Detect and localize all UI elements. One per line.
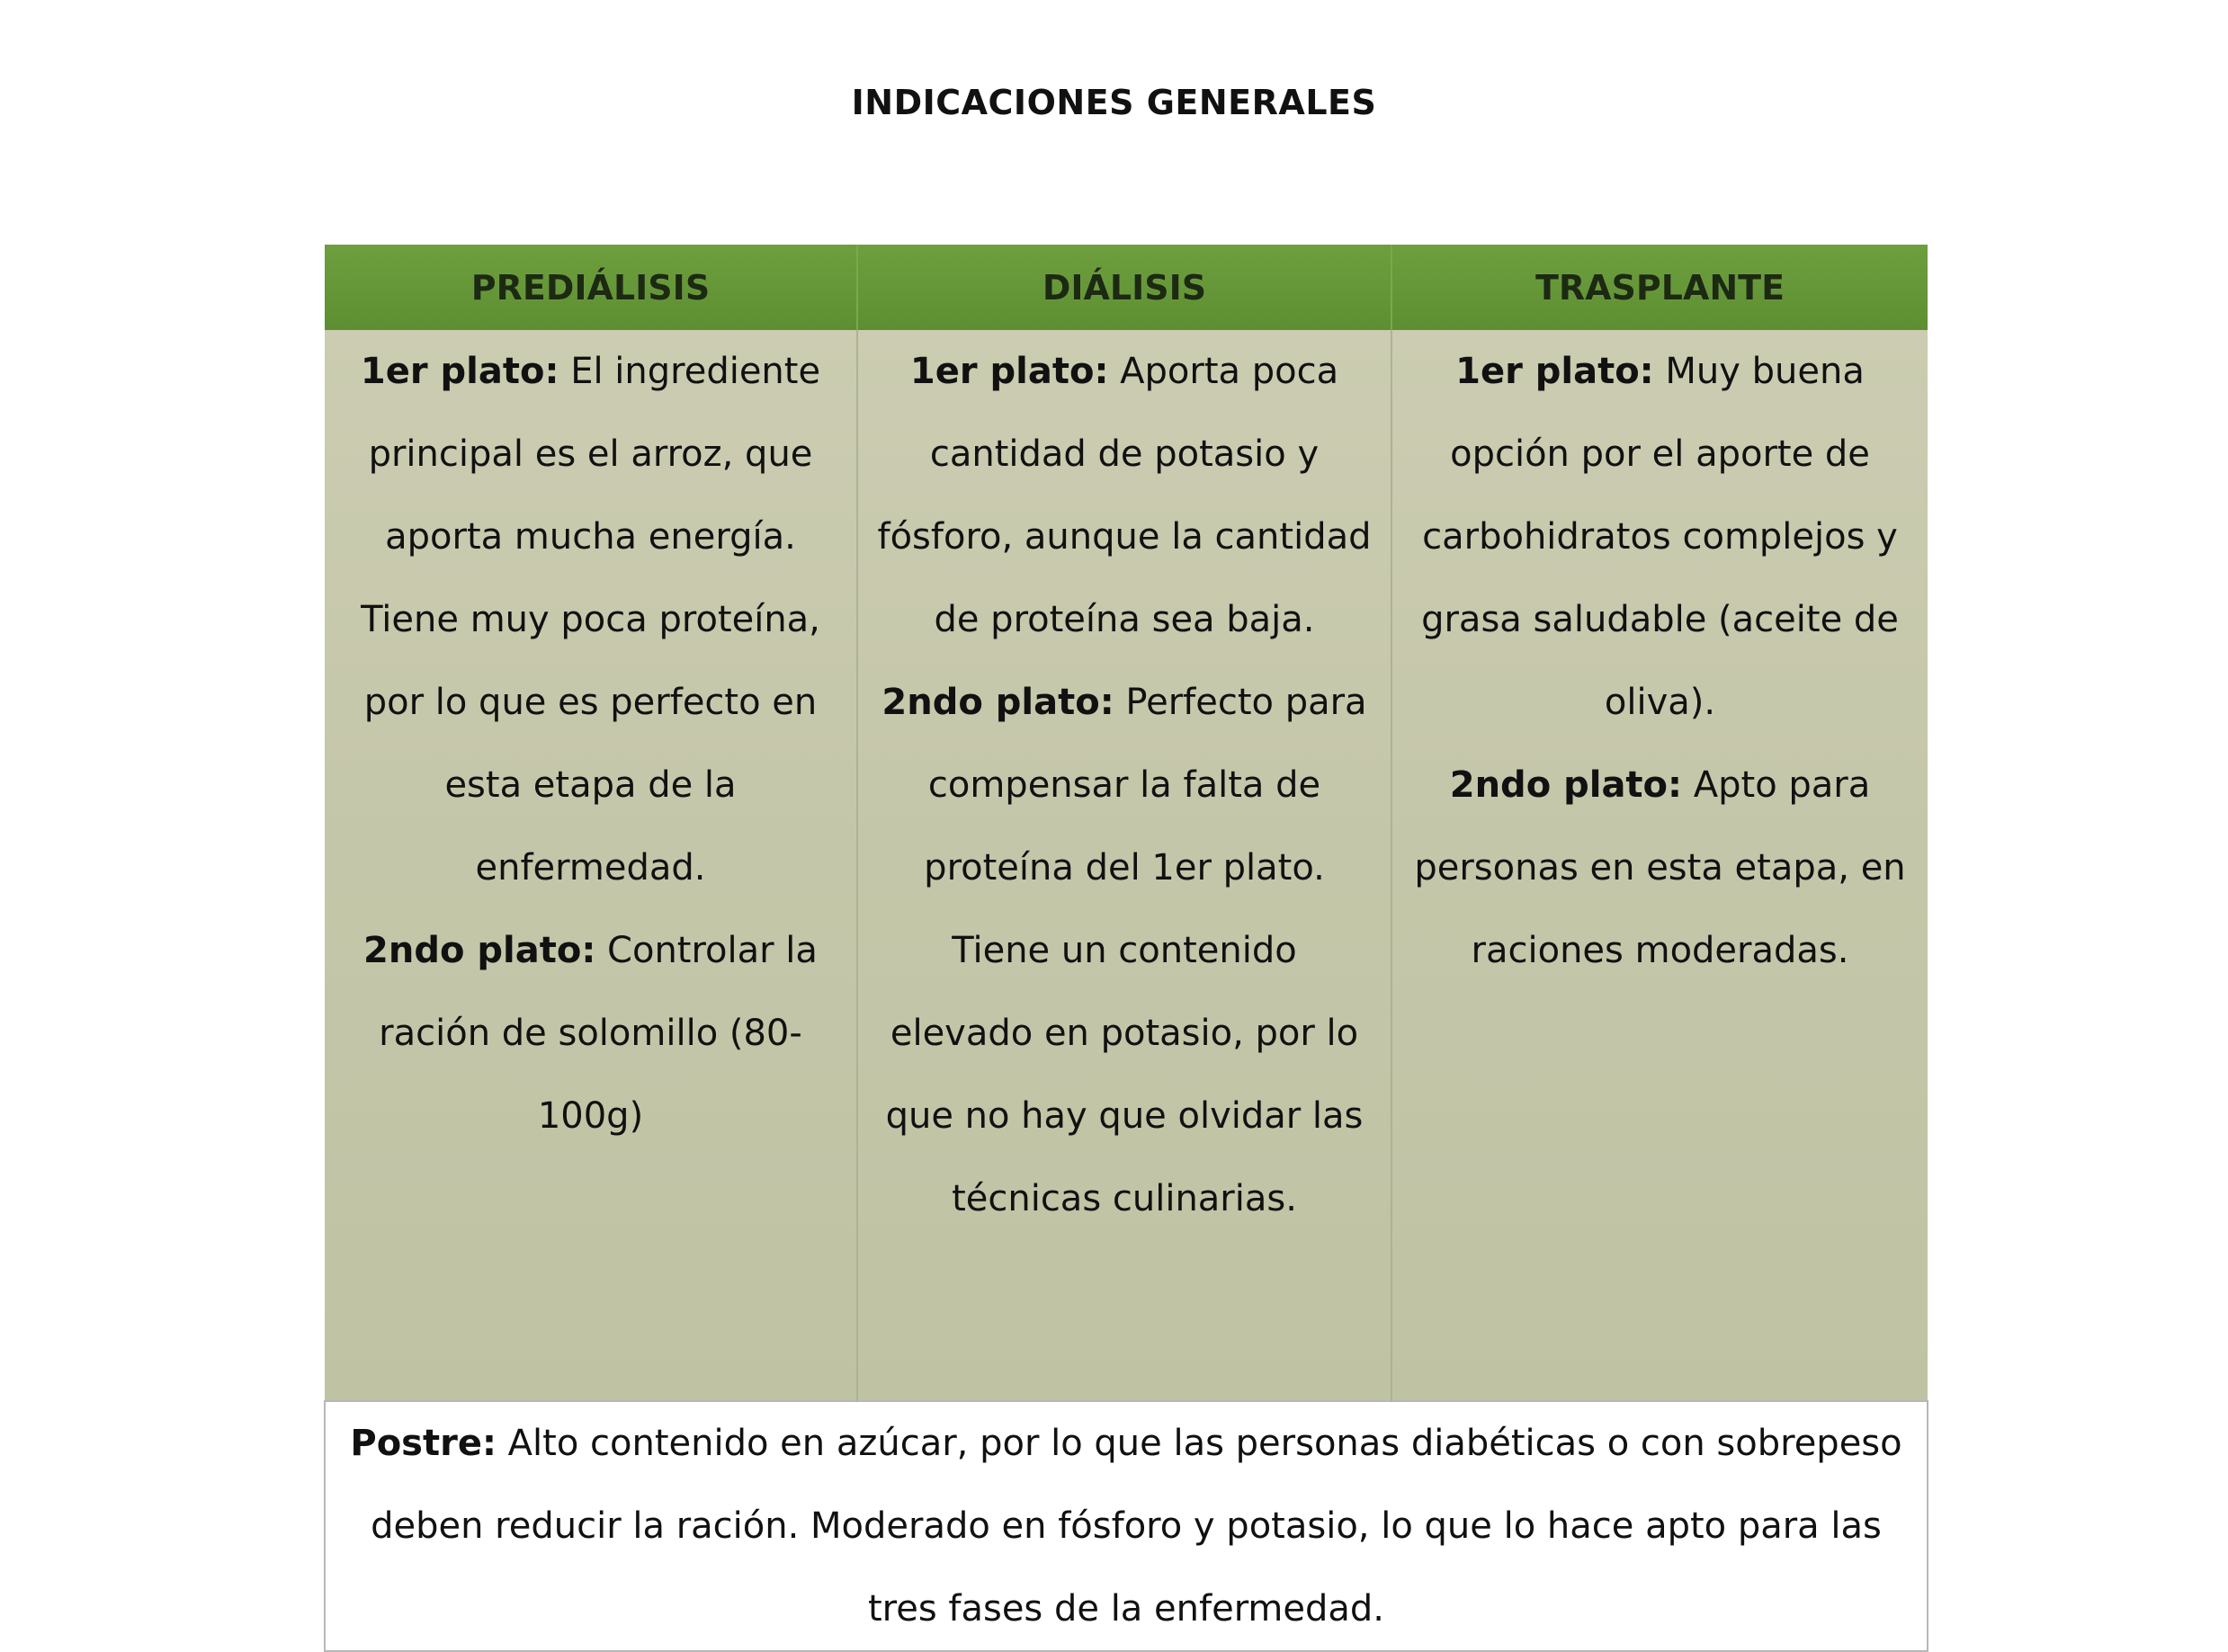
- predialisis-cell: [325, 330, 857, 1401]
- table-body-row: [325, 330, 1928, 1401]
- first-course-text: El ingrediente principal es el arroz, que aporta mucha energía. Tiene muy poca proteína, por lo que es perfecto en esta etapa de la enfermedad.: [361, 351, 821, 889]
- page-title: INDICACIONES GENERALES: [851, 83, 1377, 122]
- postre-cell: [325, 1401, 1928, 1651]
- second-course-label: 2ndo plato:: [1449, 764, 1683, 806]
- first-course-note: [876, 330, 1373, 661]
- header-predialisis: PREDIÁLISIS: [325, 245, 857, 330]
- second-course-note: [876, 661, 1373, 1240]
- second-course-text: Apto para personas en esta etapa, en raciones moderadas.: [1414, 764, 1906, 971]
- diet-indications-table: [324, 245, 1928, 1652]
- first-course-note: [343, 330, 838, 909]
- first-course-label: 1er plato:: [360, 351, 559, 392]
- second-course-text: Controlar la ración de solomillo (80-100g): [379, 930, 818, 1137]
- second-course-note: [343, 909, 838, 1157]
- first-course-text: Muy buena opción por el aporte de carbohidratos complejos y grasa saludable (aceite de oliva).: [1421, 351, 1899, 723]
- second-course-note: [1410, 744, 1910, 992]
- table-header-row: [325, 245, 1928, 330]
- second-course-text: Perfecto para compensar la falta de proteína del 1er plato. Tiene un contenido elevado en potasio, por lo que no hay que olvidar las técnicas culinarias.: [885, 682, 1367, 1219]
- trasplante-cell: [1391, 330, 1928, 1401]
- first-course-note: [1410, 330, 1910, 744]
- postre-label: Postre:: [350, 1423, 497, 1464]
- second-course-label: 2ndo plato:: [881, 682, 1114, 723]
- first-course-label: 1er plato:: [1455, 351, 1654, 392]
- postre-text: Alto contenido en azúcar, por lo que las personas diabéticas o con sobrepeso deben reducir la ración. Moderado en fósforo y potasio, lo que lo hace apto para las tres fases de la enfermedad.: [371, 1423, 1902, 1630]
- first-course-label: 1er plato:: [909, 351, 1109, 392]
- header-trasplante: TRASPLANTE: [1391, 245, 1928, 330]
- header-dialisis: DIÁLISIS: [857, 245, 1391, 330]
- dialisis-cell: [857, 330, 1391, 1401]
- second-course-label: 2ndo plato:: [363, 930, 596, 971]
- first-course-text: Aporta poca cantidad de potasio y fósforo, aunque la cantidad de proteína sea baja.: [877, 351, 1372, 640]
- postre-row: [325, 1401, 1928, 1651]
